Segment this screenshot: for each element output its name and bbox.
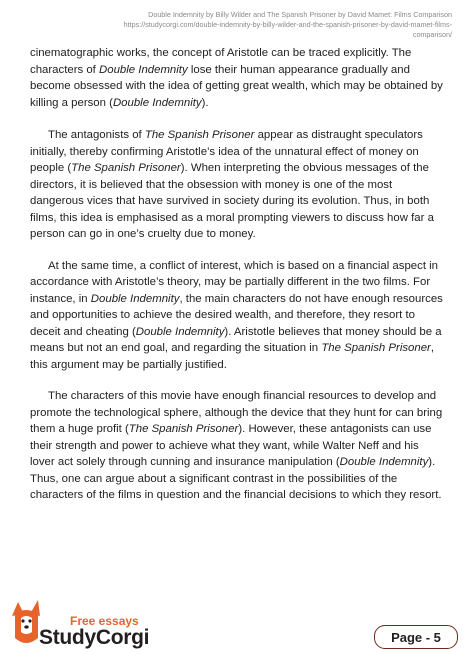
page-number-badge (374, 625, 458, 649)
film-title-italic: Double Indemnity (135, 325, 225, 338)
paragraph-3 (30, 258, 446, 374)
source-url-line-2: comparison/ (412, 30, 452, 39)
page-number-label: Page - 5 (391, 629, 441, 645)
film-title-italic: Double Indemnity (339, 456, 429, 468)
free-essays-label: Free essays (70, 614, 139, 628)
film-title-italic: The Spanish Prisoner (71, 162, 181, 174)
text-run: appear as distraught speculators initially, thereby confirming Aristotle’s idea of the unnatural effect of money on people ( (30, 129, 423, 174)
paragraph-1 (30, 45, 446, 111)
film-title-italic: Double Indemnity (99, 63, 188, 76)
text-run: ). Thus, one can argue about a significant contrast in the possibilities of the characters of the films in question and the financial decisions to which they resort. (30, 456, 442, 501)
film-title-italic: Double Indemnity (112, 96, 202, 109)
text-run: lose their human appearance gradually and become obsessed with the idea of getting great wealth, which may be obtained by killing a person ( (30, 63, 443, 109)
film-title-italic: The Spanish Prisoner (144, 129, 255, 141)
text-run: ). Aristotle believes that money should be a means but not an end goal, and regarding the situation in (30, 325, 442, 354)
text-run: , this argument may be partially justified. (30, 342, 435, 371)
text-run: ). When interpreting the obvious messages of the directors, it is believed that the obsession with money is one of the most dangerous vices that have survived in society during its evolution. Thus, in both films, this idea is emphasised as a moral prompting viewers to discuss how far a person can go in one’s cruelty due to money. (30, 162, 434, 240)
text-run: The antagonists of (48, 129, 145, 141)
text-run: ). (201, 96, 209, 109)
brand-name[interactable]: StudyCorgi (39, 626, 150, 649)
paragraph-2 (30, 127, 446, 243)
film-title-italic: The Spanish Prisoner (128, 423, 239, 435)
source-url[interactable] (32, 20, 452, 40)
page-header (32, 10, 452, 40)
text-run: The characters of this movie have enough financial resources to develop and promote the technological sphere, although the device that they hunt for can bring them a huge profit ( (30, 390, 443, 435)
text-run: cinematographic works, the concept of Aristotle can be traced explicitly. The characters of (30, 47, 412, 76)
paragraph-4 (30, 388, 446, 504)
text-run: At the same time, a conflict of interest, which is based on a financial aspect in accordance with Aristotle’s theory, may be partially different in the two films. For instance, in (30, 259, 439, 305)
essay-body (30, 45, 446, 519)
text-run: , the main characters do not have enough resources and opportunities to achieve the desired wealth, and therefore, they resort to deceit and cheating ( (30, 292, 443, 338)
film-title-italic: The Spanish Prisoner (321, 342, 431, 354)
source-url-line-1: https://studycorgi.com/double-indemnity-by-billy-wilder-and-the-spanish-prisoner-by-david-mamet-films- (123, 20, 452, 29)
document-title: Double Indemnity by Billy Wilder and The Spanish Prisoner by David Mamet: Films Comparison (148, 10, 452, 19)
text-run: ). However, these antagonists can use their strength and power to achieve what they want, while Walter Neff and his lover act solely through cunning and insurance manipulation ( (30, 423, 432, 468)
film-title-italic: Double Indemnity (90, 292, 180, 305)
